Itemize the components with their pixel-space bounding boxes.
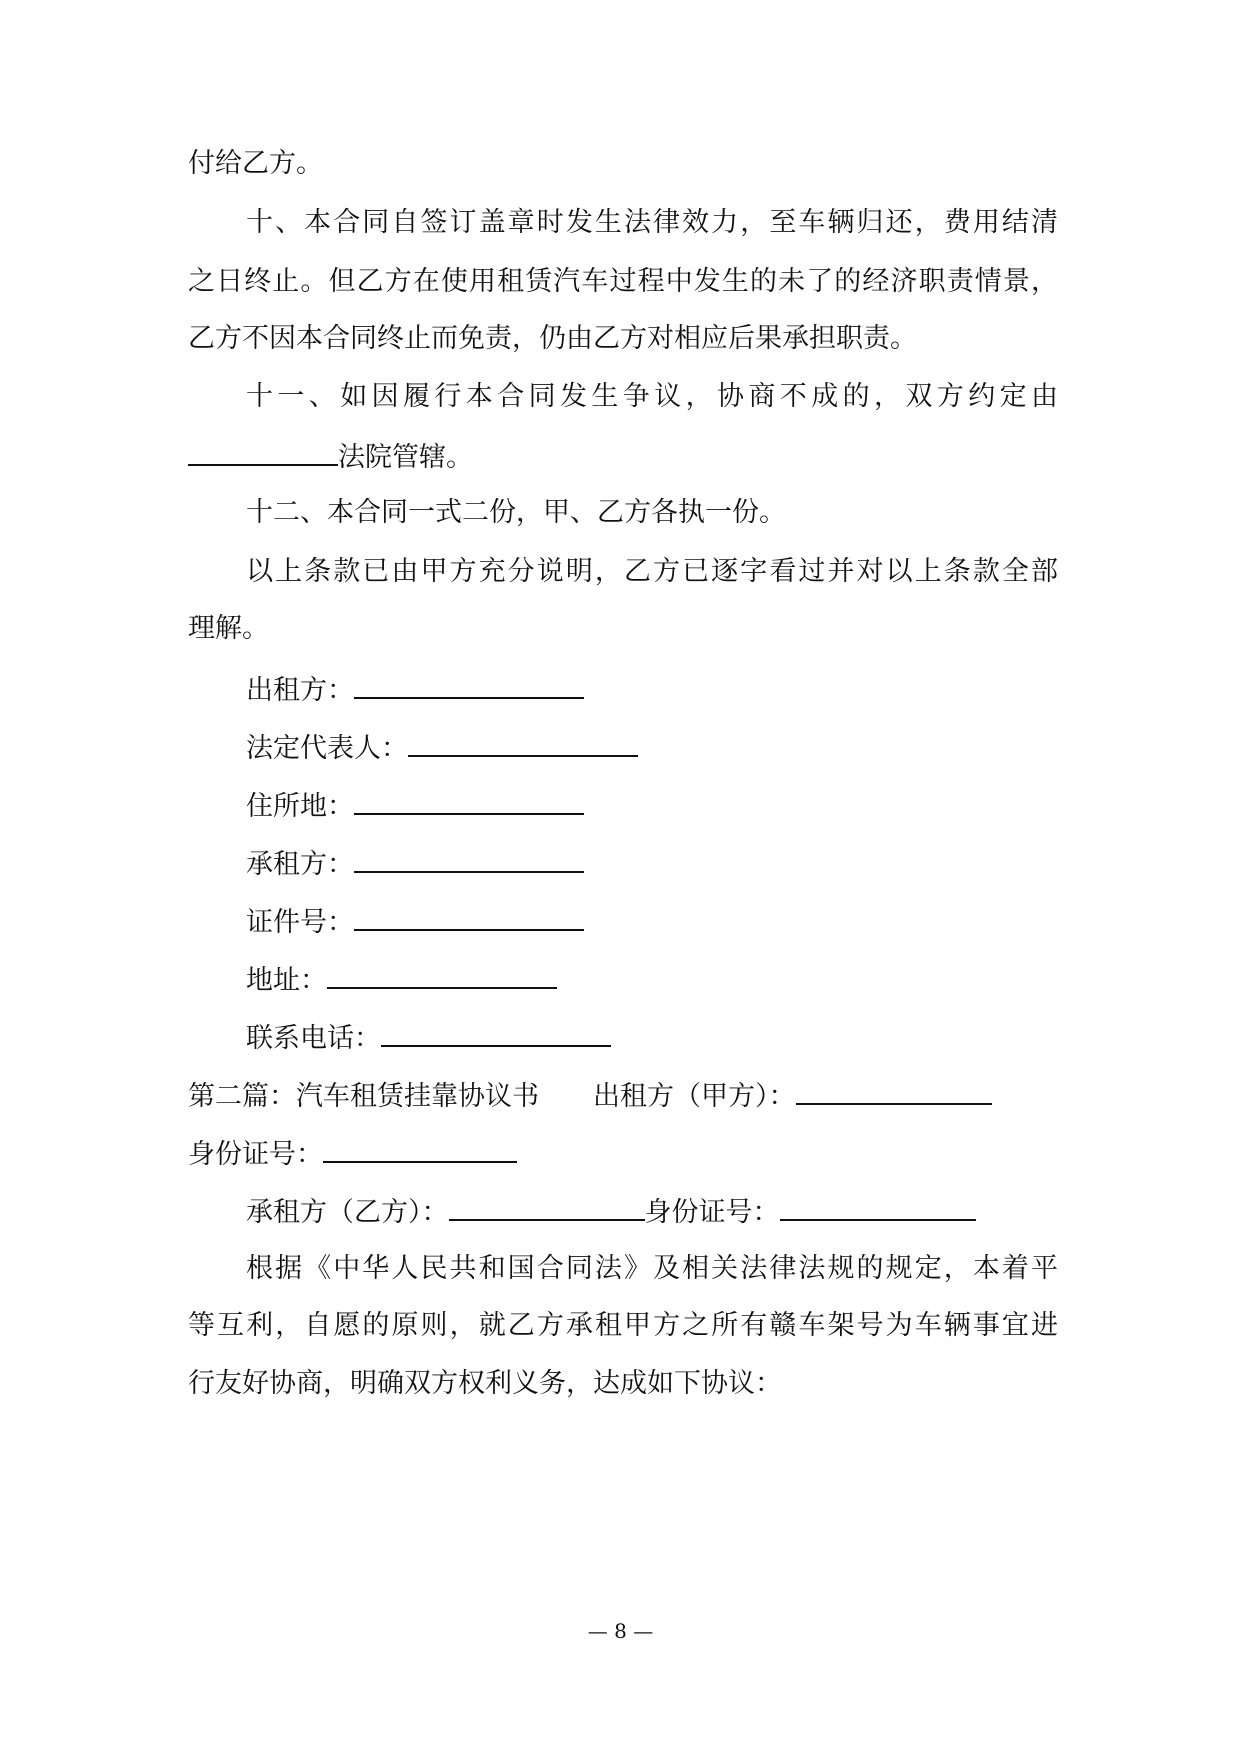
signature-phone-label: 联系电话： — [246, 1023, 381, 1054]
signature-lessee-label: 承租方： — [246, 849, 354, 880]
signature-domicile-blank — [354, 787, 584, 815]
signature-domicile — [246, 787, 1058, 824]
signature-lessor-blank — [354, 671, 584, 699]
second-contract-intro-line-1: 根据《中华人民共和国合同法》及相关法律法规的规定，本着平 — [246, 1253, 1058, 1284]
second-contract-title: 第二篇：汽车租赁挂靠协议书 — [188, 1081, 539, 1112]
signature-lessee-blank — [354, 845, 584, 873]
page-number: — 8 — — [587, 1619, 654, 1643]
second-contract-lessee-label: 承租方（乙方）： — [246, 1197, 449, 1228]
signature-id-number — [246, 903, 1058, 940]
signature-lessor-label: 出租方： — [246, 675, 354, 706]
signature-phone-blank — [381, 1019, 611, 1047]
second-contract-intro-line-3: 行友好协商，明确双方权利义务，达成如下协议： — [188, 1368, 782, 1399]
second-contract-id-blank — [323, 1135, 517, 1163]
confirm-line-1: 以上条款已由甲方充分说明，乙方已逐字看过并对以上条款全部 — [246, 556, 1058, 587]
confirm-line-2: 理解。 — [188, 613, 269, 644]
signature-lessee — [246, 845, 1058, 882]
signature-phone — [246, 1019, 1058, 1056]
signature-id-number-blank — [354, 903, 584, 931]
second-contract-lessee-id-blank — [780, 1193, 976, 1221]
signature-lessor — [246, 671, 1058, 708]
second-contract-lessee-id-label: 身份证号： — [644, 1197, 780, 1228]
second-contract-lessee-blank — [449, 1193, 645, 1221]
signature-address — [246, 961, 1058, 998]
court-blank-field — [188, 438, 338, 466]
clause-10-line-1: 十、本合同自签订盖章时发生法律效力，至车辆归还，费用结清 — [246, 207, 1058, 238]
signature-address-label: 地址： — [246, 965, 327, 996]
clause-12-line: 十二、本合同一式二份，甲、乙方各执一份。 — [246, 497, 786, 528]
signature-id-number-label: 证件号： — [246, 907, 354, 938]
paragraph-line: 付给乙方。 — [188, 148, 323, 179]
court-suffix-text: 法院管辖。 — [338, 442, 473, 473]
second-contract-lessee-line — [246, 1193, 1058, 1230]
clause-11-line-2 — [188, 438, 1058, 475]
second-contract-intro-line-2: 等互利，自愿的原则，就乙方承租甲方之所有赣车架号为车辆事宜进 — [188, 1310, 1058, 1341]
signature-legal-rep-blank — [408, 729, 638, 757]
clause-11-line-1: 十一、如因履行本合同发生争议，协商不成的，双方约定由 — [246, 381, 1058, 412]
second-contract-lessor-blank — [796, 1077, 992, 1105]
clause-10-line-3: 乙方不因本合同终止而免责，仍由乙方对相应后果承担职责。 — [188, 323, 917, 354]
signature-legal-rep — [246, 729, 1058, 766]
signature-legal-rep-label: 法定代表人： — [246, 733, 408, 764]
signature-address-blank — [327, 961, 557, 989]
second-contract-title-line — [188, 1077, 1058, 1114]
second-contract-id-line — [188, 1135, 1058, 1172]
clause-10-line-2: 之日终止。但乙方在使用租赁汽车过程中发生的未了的经济职责情景， — [188, 266, 1058, 297]
second-contract-lessor-label: 出租方（甲方）： — [593, 1081, 796, 1112]
signature-domicile-label: 住所地： — [246, 791, 354, 822]
second-contract-id-label: 身份证号： — [188, 1139, 323, 1170]
